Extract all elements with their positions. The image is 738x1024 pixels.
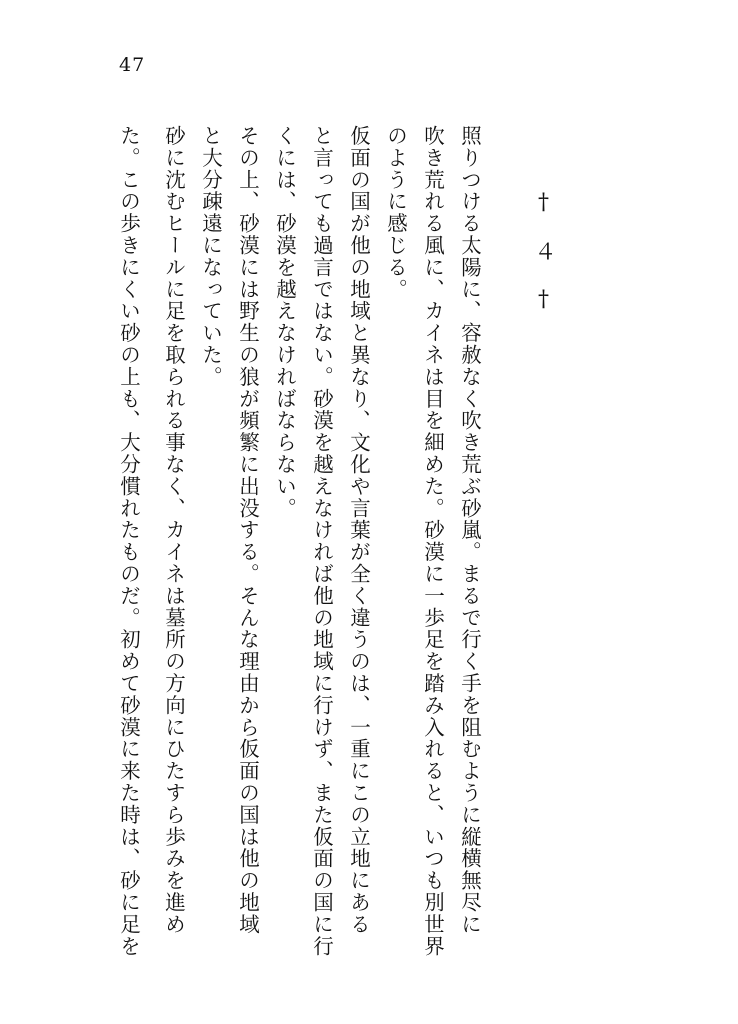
chapter-heading: † ４ †	[531, 190, 556, 312]
text-column-1: 照りつける太陽に、容赦なく吹き荒ぶ砂嵐。まるで行く手を阻むように縦横無尽に	[457, 125, 482, 936]
text-column-8: と大分疎遠になっていた。	[198, 125, 223, 388]
text-column-5: と言っても過言ではない。砂漠を越えなければ他の地域に行けず、また仮面の国に行	[309, 125, 334, 958]
text-column-6: くには、砂漠を越えなければならない。	[272, 125, 297, 520]
text-column-7: その上、砂漠には野生の狼が頻繁に出没する。そんな理由から仮面の国は他の地域	[235, 125, 260, 936]
text-column-4: 仮面の国が他の地域と異なり、文化や言葉が全く違うのは、一重にこの立地にある	[346, 125, 371, 936]
text-column-10: た。この歩きにくい砂の上も、大分慣れたものだ。初めて砂漠に来た時は、砂に足を	[116, 125, 141, 958]
text-column-3: のように感じる。	[383, 125, 408, 301]
text-column-2: 吹き荒れる風に、カイネは目を細めた。砂漠に一歩足を踏み入れると、いつも別世界	[420, 125, 445, 958]
page-number: 47	[119, 54, 146, 76]
text-column-9: 砂に沈むヒールに足を取られる事なく、カイネは墓所の方向にひたすら歩みを進め	[161, 125, 186, 936]
